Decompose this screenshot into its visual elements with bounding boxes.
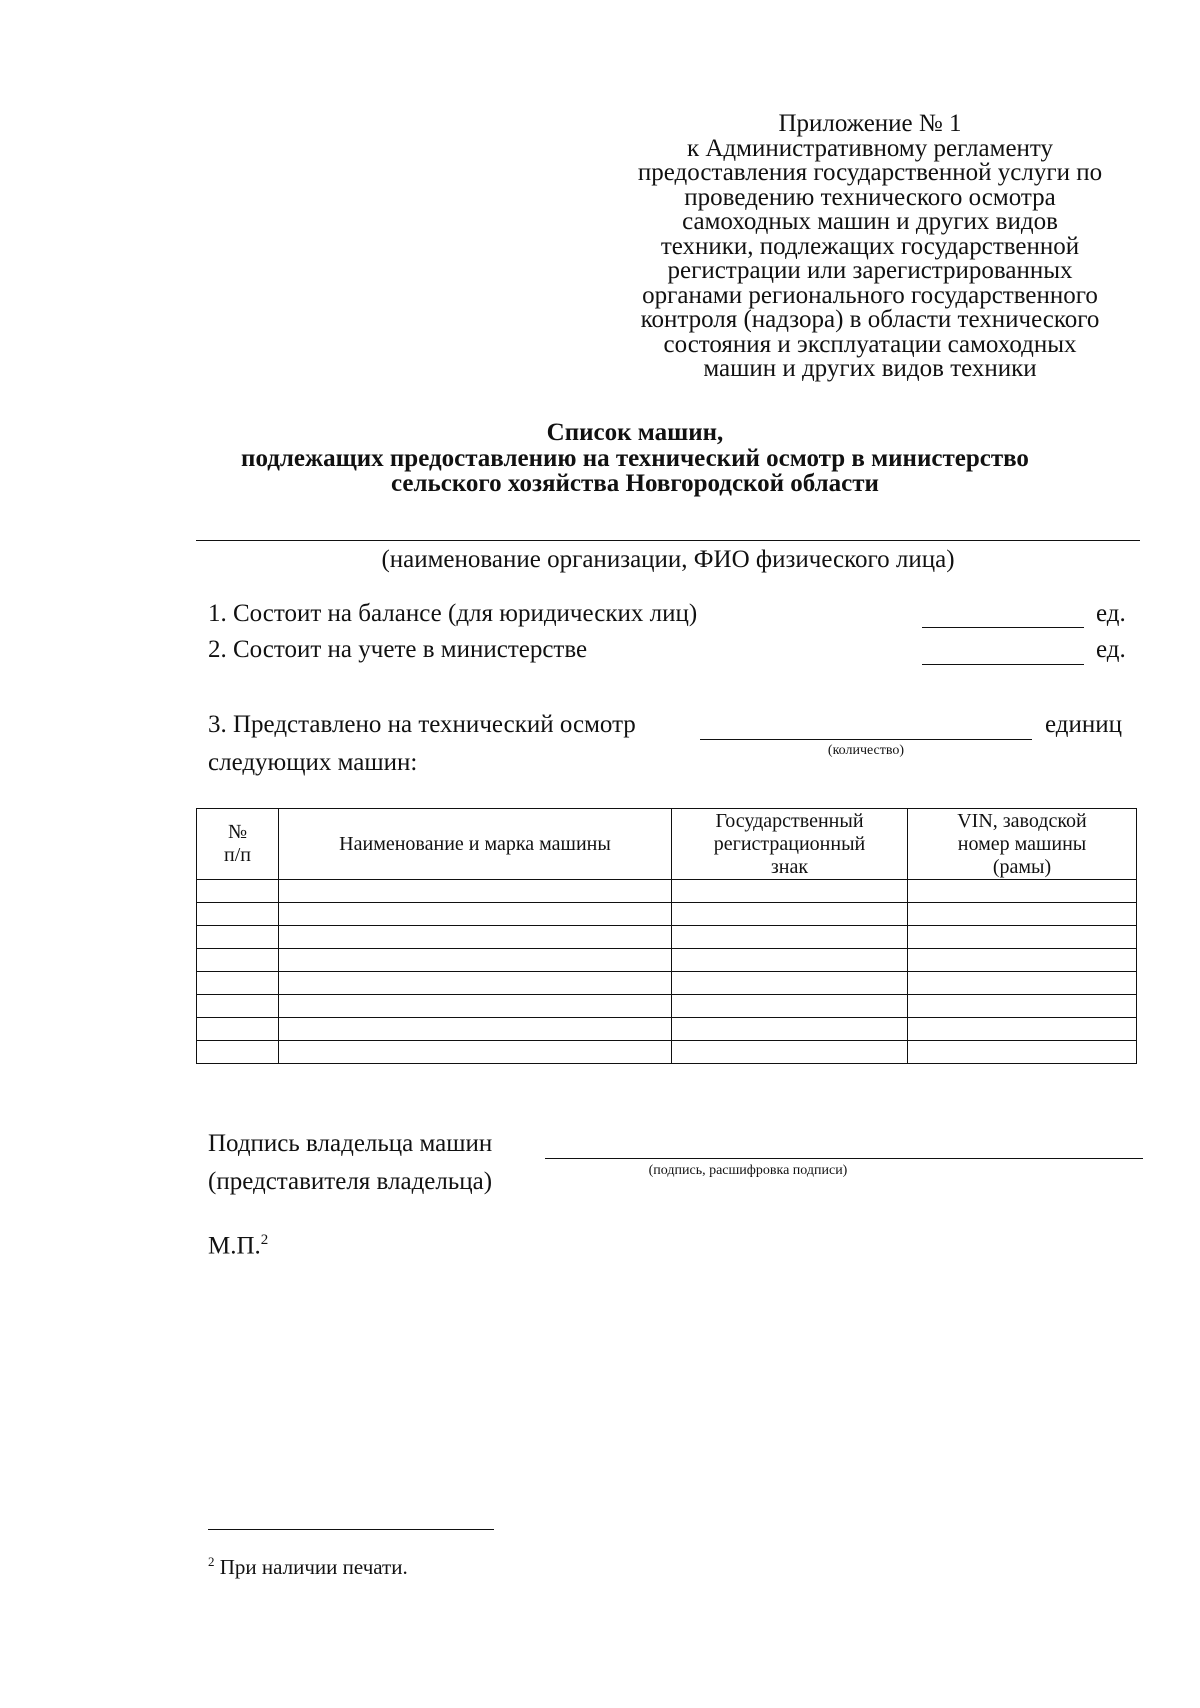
stamp-place	[208, 1226, 268, 1260]
table-row	[197, 1018, 1137, 1041]
table-cell[interactable]	[279, 972, 672, 995]
appendix-line: самоходных машин и других видов	[682, 208, 1058, 235]
appendix-line: к Административному регламенту	[686, 134, 1054, 162]
appendix-line: контроля (надзора) в области технического	[640, 306, 1100, 333]
table-cell[interactable]	[672, 1041, 908, 1064]
appendix-line: состояния и эксплуатации самоходных	[663, 330, 1077, 358]
table-cell[interactable]	[908, 926, 1137, 949]
table-cell[interactable]	[672, 995, 908, 1018]
stamp-text: М.П.	[208, 1232, 261, 1260]
title-line: подлежащих предоставлению на технический осмотр в министерство	[241, 444, 1029, 472]
appendix-line: регистрации или зарегистрированных	[667, 257, 1073, 284]
table-row	[197, 949, 1137, 972]
item1-unit: ед.	[1096, 600, 1126, 627]
table-cell[interactable]	[908, 949, 1137, 972]
header-vin: VIN, заводской номер машины (рамы)	[908, 809, 1137, 880]
table-cell[interactable]	[672, 926, 908, 949]
item3-unit: единиц	[1045, 711, 1123, 738]
appendix-line: предоставления государственной услуги по	[637, 159, 1103, 186]
table-cell[interactable]	[672, 1018, 908, 1041]
table-body	[197, 880, 1137, 1064]
table-row	[197, 1041, 1137, 1064]
table-cell[interactable]	[279, 949, 672, 972]
title-line: сельского хозяйства Новгородской области	[391, 470, 879, 497]
table-cell[interactable]	[279, 880, 672, 903]
appendix-line: Приложение № 1	[778, 110, 962, 137]
signature-label-1: Подпись владельца машин	[208, 1130, 493, 1157]
organization-caption: (наименование организации, ФИО физического лица)	[381, 546, 955, 573]
table-cell[interactable]	[197, 949, 279, 972]
appendix-line: органами регионального государственного	[642, 281, 1098, 309]
machines-table	[196, 808, 1137, 1064]
table-cell[interactable]	[197, 995, 279, 1018]
table-row	[197, 995, 1137, 1018]
table-row	[197, 972, 1137, 995]
header-machine-name: Наименование и марка машины	[279, 809, 672, 880]
table-row	[197, 880, 1137, 903]
table-cell[interactable]	[672, 880, 908, 903]
item1-label: 1. Состоит на балансе (для юридических лиц)	[208, 600, 698, 627]
document-title	[160, 420, 1110, 497]
organization-field-line[interactable]	[196, 540, 1140, 541]
footnote	[208, 1548, 408, 1581]
stamp-footnote-mark: 2	[260, 1232, 269, 1248]
footnote-text: При наличии печати.	[219, 1555, 408, 1579]
table-cell[interactable]	[197, 972, 279, 995]
table-cell[interactable]	[672, 972, 908, 995]
table-cell[interactable]	[908, 1041, 1137, 1064]
table-cell[interactable]	[908, 903, 1137, 926]
table-row	[197, 926, 1137, 949]
table-cell[interactable]	[197, 1041, 279, 1064]
table-cell[interactable]	[279, 903, 672, 926]
item3-continuation: следующих машин:	[208, 749, 418, 776]
table-header-row	[197, 809, 1137, 880]
table-cell[interactable]	[197, 1018, 279, 1041]
item3-hint: (количество)	[827, 743, 905, 758]
table-cell[interactable]	[908, 880, 1137, 903]
table-cell[interactable]	[197, 926, 279, 949]
table-cell[interactable]	[908, 1018, 1137, 1041]
appendix-line: техники, подлежащих государственной	[660, 232, 1080, 260]
table-cell[interactable]	[672, 949, 908, 972]
table-cell[interactable]	[672, 903, 908, 926]
signature-field-line[interactable]	[545, 1158, 1143, 1159]
appendix-line: машин и других видов техники	[703, 355, 1037, 382]
table-cell[interactable]	[197, 880, 279, 903]
footnote-mark: 2	[208, 1554, 215, 1569]
item2-field-line[interactable]	[922, 664, 1084, 665]
table-cell[interactable]	[279, 1041, 672, 1064]
table-cell[interactable]	[279, 995, 672, 1018]
header-registration-plate: Государственный регистрационный знак	[672, 809, 908, 880]
item3-field-line[interactable]	[700, 739, 1032, 740]
item1-field-line[interactable]	[922, 627, 1084, 628]
table-row	[197, 903, 1137, 926]
table-cell[interactable]	[908, 972, 1137, 995]
title-line: Список машин,	[546, 419, 724, 446]
footnote-separator	[208, 1529, 494, 1530]
appendix-line: проведению технического осмотра	[684, 183, 1056, 211]
table-cell[interactable]	[279, 1018, 672, 1041]
item2-unit: ед.	[1096, 636, 1126, 663]
appendix-header	[600, 112, 1140, 382]
table-cell[interactable]	[279, 926, 672, 949]
item3-label: 3. Представлено на технический осмотр	[208, 711, 636, 738]
item2-label: 2. Состоит на учете в министерстве	[208, 636, 588, 663]
table-cell[interactable]	[197, 903, 279, 926]
table-cell[interactable]	[908, 995, 1137, 1018]
signature-label-2: (представителя владельца)	[208, 1168, 493, 1195]
signature-hint: (подпись, расшифровка подписи)	[648, 1163, 848, 1178]
header-number: № п/п	[197, 809, 279, 880]
